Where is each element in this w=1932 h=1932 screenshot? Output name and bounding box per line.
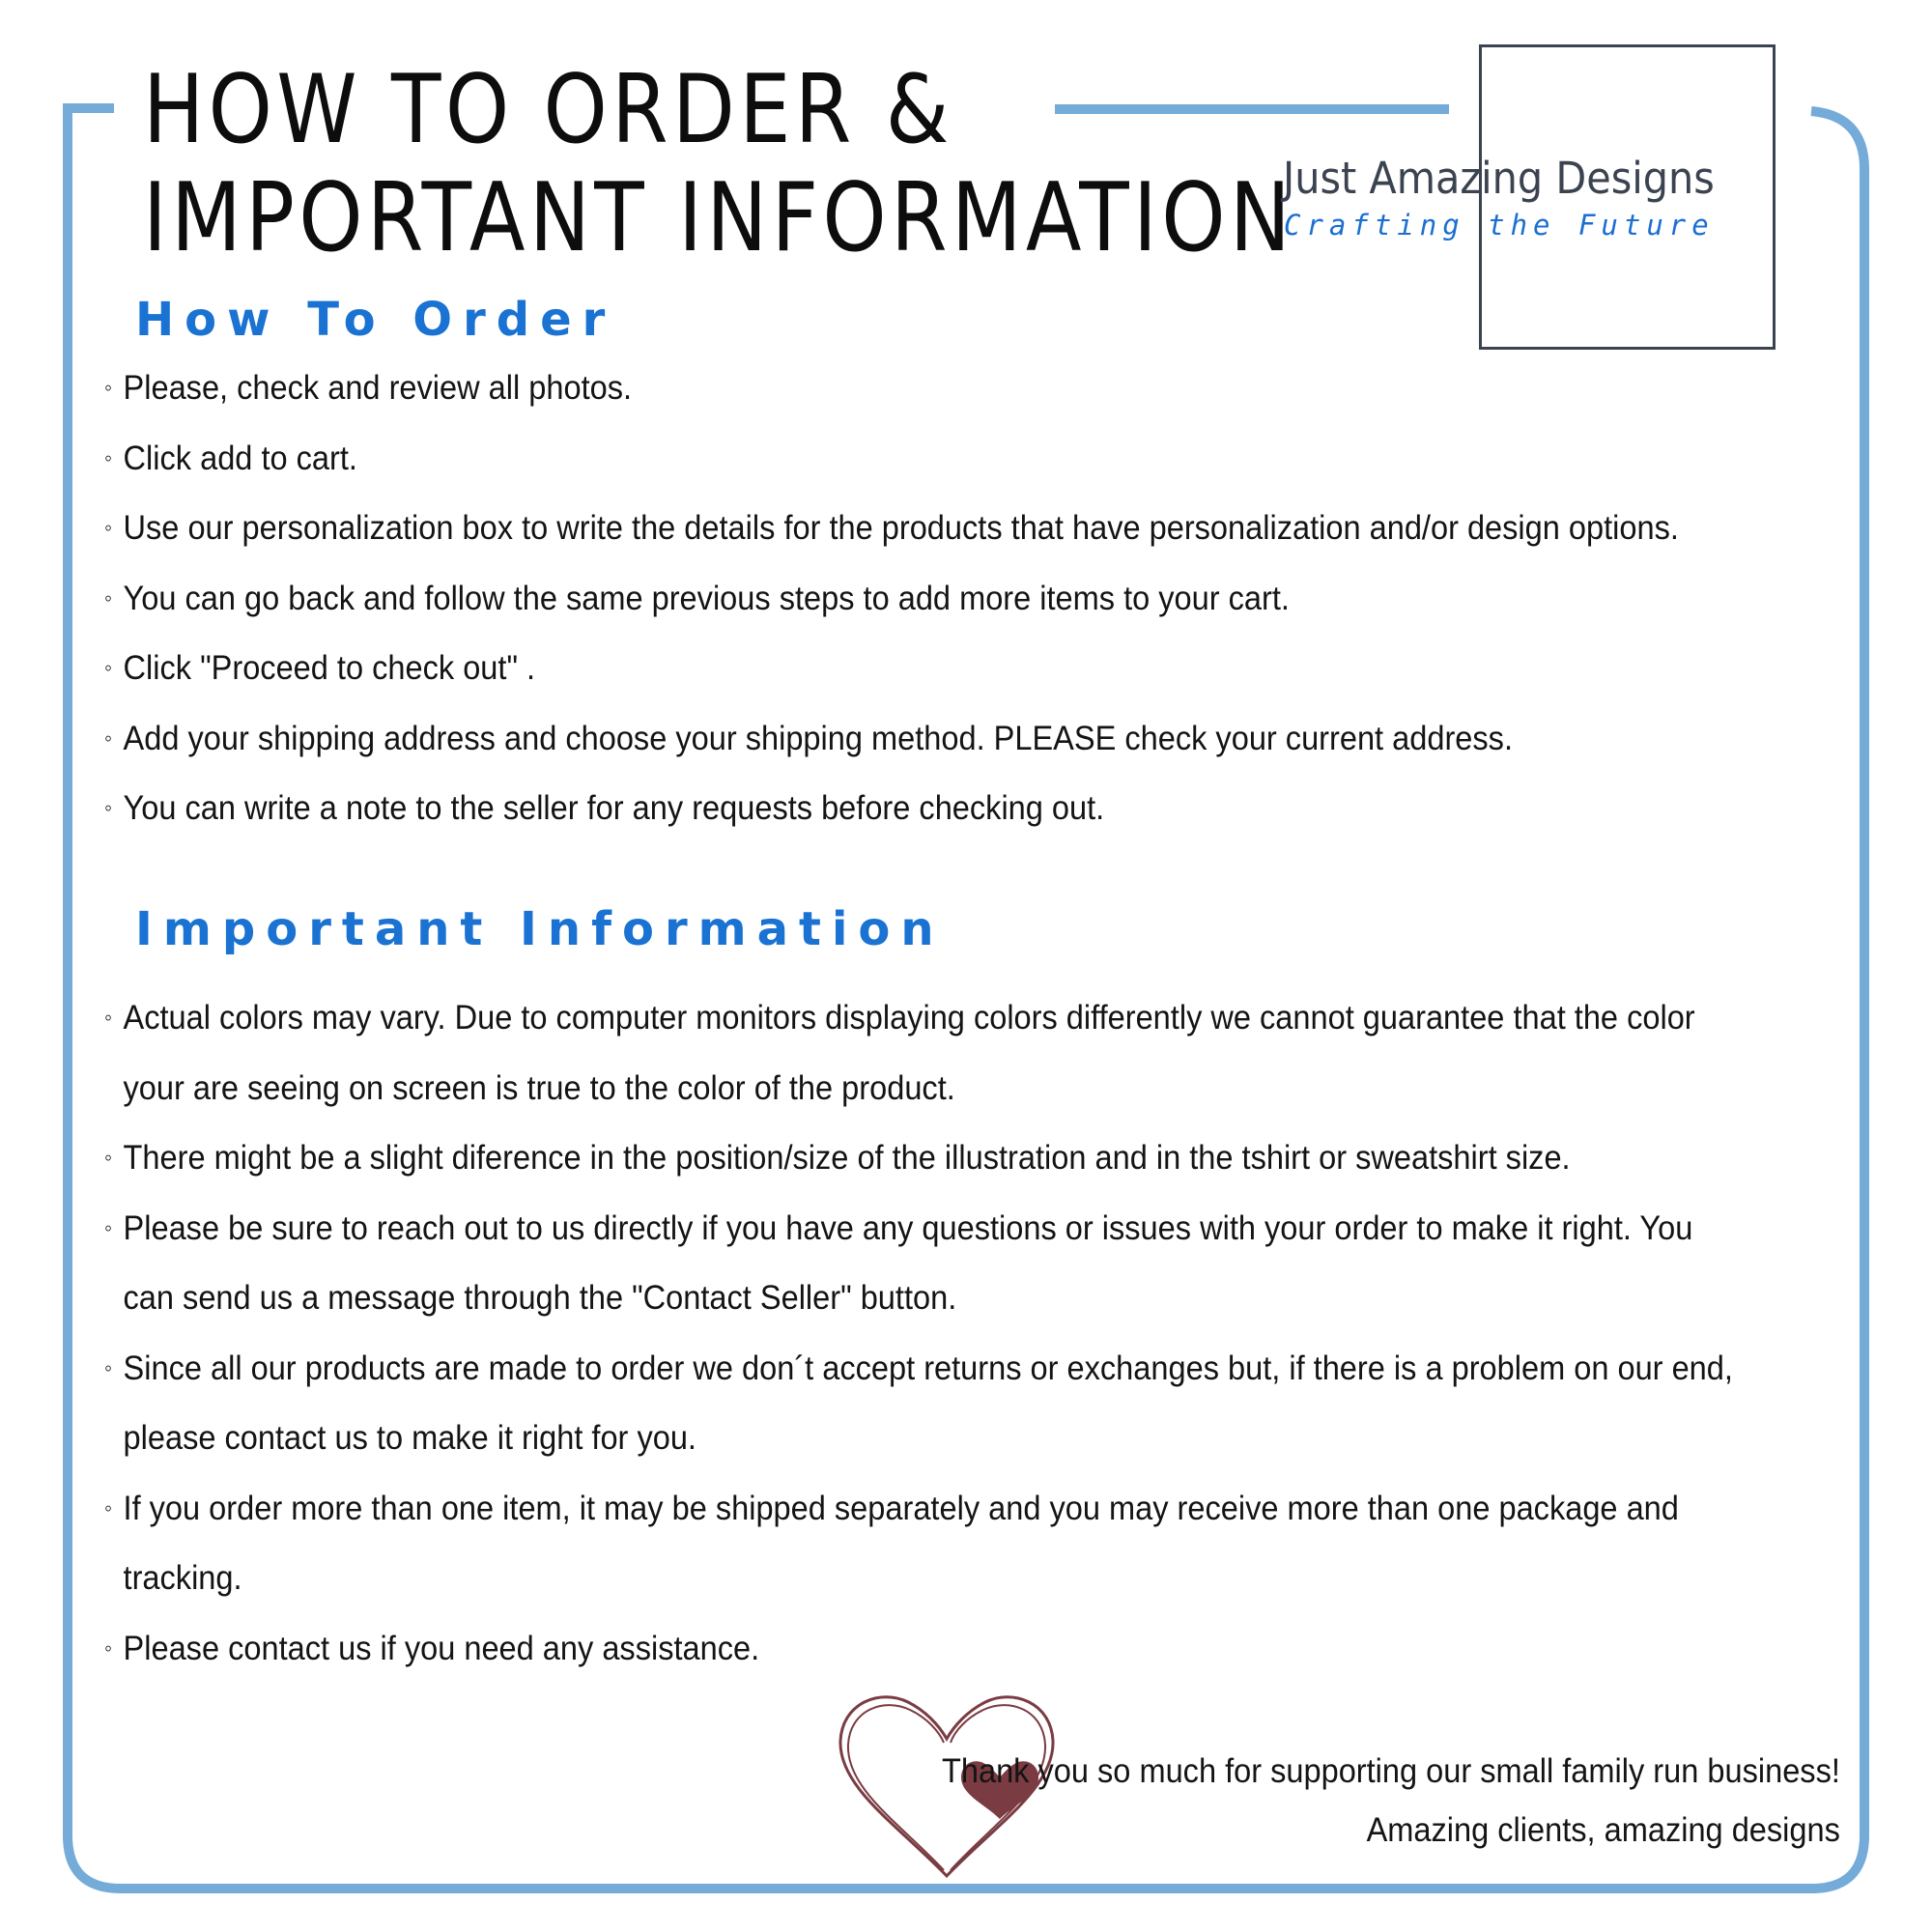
logo-name: Just Amazing Designs — [1283, 153, 1715, 204]
list-item — [104, 1474, 1740, 1614]
ring-bullet-icon: ◦ — [104, 1494, 112, 1521]
list-item — [104, 634, 1740, 704]
list-item — [104, 1194, 1740, 1334]
list-item-text: Please be sure to reach out to us directly if you have any questions or issues with your order to make it right. You can send us a message through the "Contact Seller" button. — [123, 1208, 1693, 1317]
list-item — [104, 1123, 1740, 1194]
page-title-line-1: HOW TO ORDER & — [143, 55, 953, 165]
ring-bullet-icon: ◦ — [104, 1634, 112, 1662]
footer-message — [874, 1742, 1840, 1860]
how-to-order-list — [104, 354, 1862, 844]
list-item-text: If you order more than one item, it may be shipped separately and you may receive more than one package and tracking. — [123, 1489, 1679, 1597]
ring-bullet-icon: ◦ — [104, 444, 112, 471]
list-item-text: You can write a note to the seller for any requests before checking out. — [123, 789, 1105, 827]
ring-bullet-icon: ◦ — [104, 724, 112, 752]
list-item-text: Actual colors may vary. Due to computer monitors displaying colors differently we cannot guarantee that the color your are seeing on screen is true to the color of the product. — [123, 999, 1695, 1107]
list-item-text: Click "Proceed to check out" . — [123, 649, 536, 687]
list-item — [104, 494, 1740, 564]
list-item — [104, 983, 1740, 1123]
ring-bullet-icon: ◦ — [104, 655, 112, 681]
how-to-order-heading: How To Order — [135, 293, 616, 347]
important-information-heading: Important Information — [135, 902, 945, 956]
ring-bullet-icon: ◦ — [104, 795, 112, 821]
list-item-text: There might be a slight diference in the position/size of the illustration and in the tshirt or sweatshirt size. — [123, 1139, 1571, 1177]
logo-tagline: Crafting the Future — [1284, 209, 1715, 242]
important-information-list — [104, 983, 1862, 1684]
list-item-text: Use our personalization box to write the details for the products that have personalization and/or design options. — [123, 509, 1679, 547]
list-item — [104, 564, 1740, 635]
page-title-line-2: IMPORTANT INFORMATION — [143, 163, 1295, 273]
ring-bullet-icon: ◦ — [104, 1214, 112, 1241]
footer-slogan: Amazing clients, amazing designs — [1366, 1811, 1840, 1849]
ring-bullet-icon: ◦ — [104, 375, 112, 401]
list-item — [104, 1334, 1740, 1474]
list-item-text: Please, check and review all photos. — [123, 369, 633, 407]
list-item-text: Add your shipping address and choose your shipping method. PLEASE check your current address. — [123, 719, 1513, 757]
footer-thanks: Thank you so much for supporting our small family run business! — [942, 1752, 1840, 1790]
ring-bullet-icon: ◦ — [104, 584, 112, 611]
ring-bullet-icon: ◦ — [104, 1354, 112, 1381]
list-item — [104, 424, 1740, 495]
ring-bullet-icon: ◦ — [104, 1005, 112, 1031]
ring-bullet-icon: ◦ — [104, 1145, 112, 1171]
list-item — [104, 354, 1740, 424]
list-item — [104, 774, 1740, 844]
list-item-text: You can go back and follow the same previous steps to add more items to your cart. — [123, 579, 1290, 617]
ring-bullet-icon: ◦ — [104, 515, 112, 541]
list-item — [104, 704, 1740, 775]
page-title — [143, 56, 1294, 272]
list-item-text: Click add to cart. — [123, 439, 357, 477]
list-item — [104, 1614, 1740, 1685]
list-item-text: Since all our products are made to order we don´t accept returns or exchanges but, if there is a problem on our end, please contact us to make it right for you. — [123, 1349, 1733, 1457]
list-item-text: Please contact us if you need any assistance. — [123, 1629, 760, 1667]
